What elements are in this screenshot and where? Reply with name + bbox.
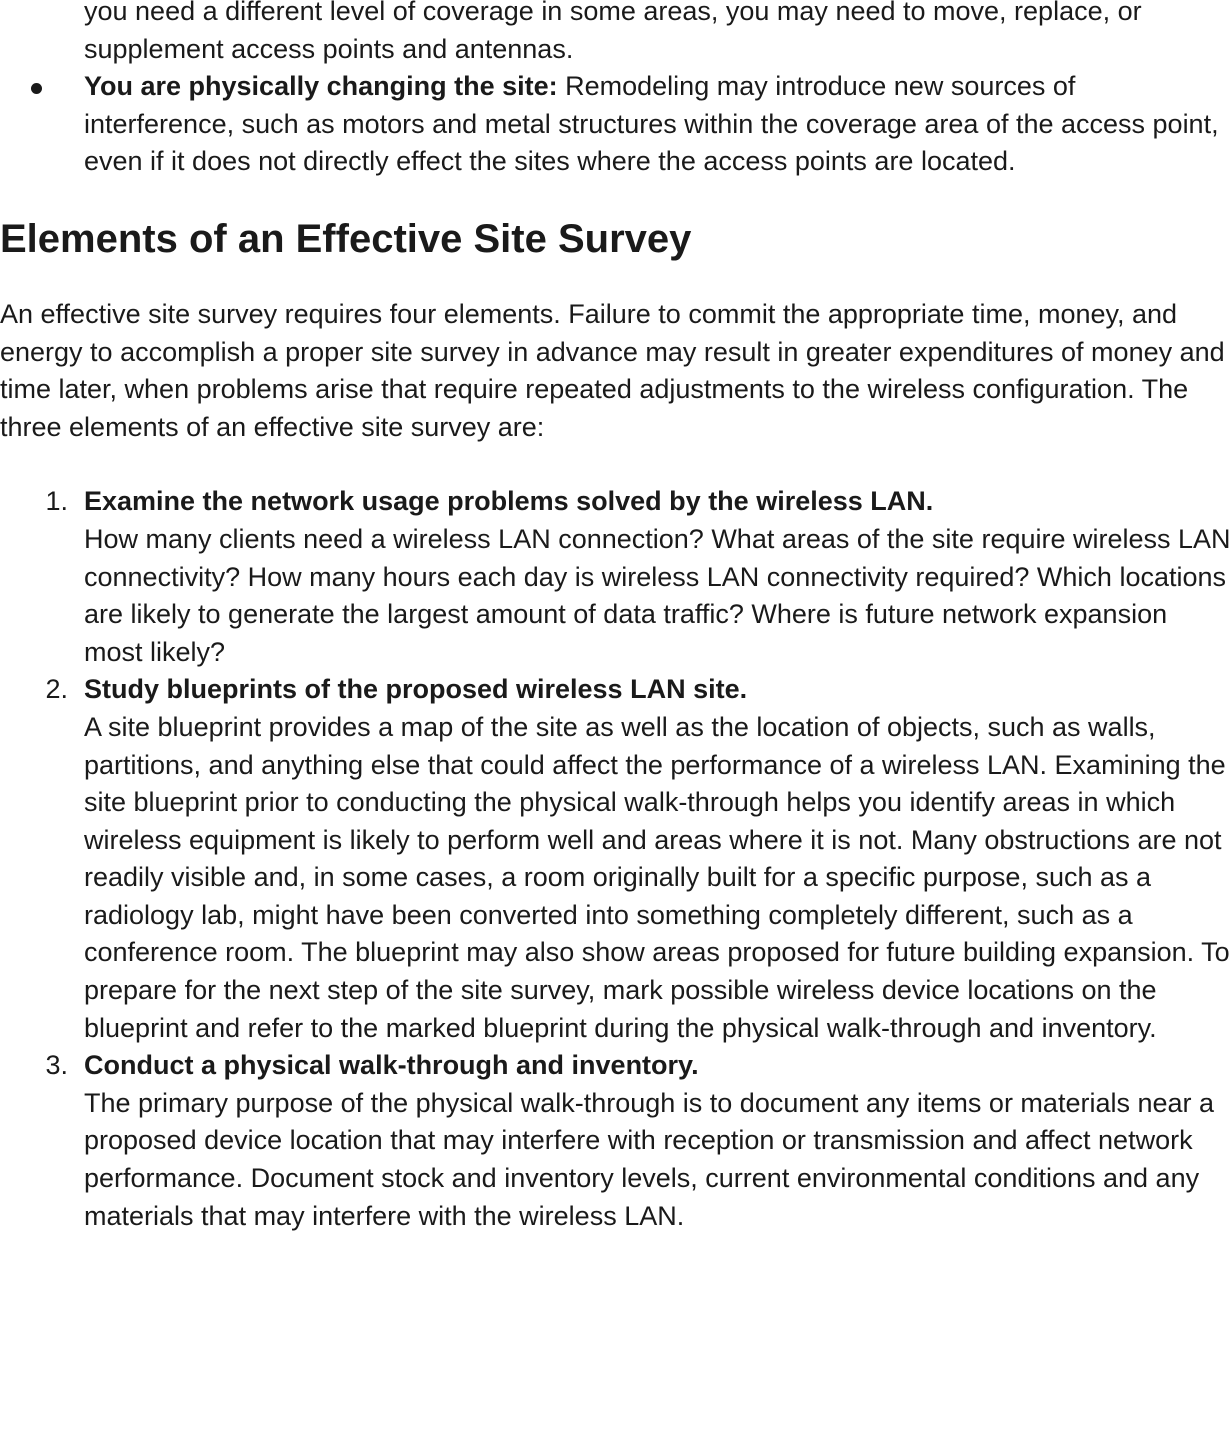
step-item — [0, 1047, 1232, 1235]
step-body: A site blueprint provides a map of the site as well as the location of objects, such as walls, partitions, and anything else that could affect the performance of a wireless LAN. Examining the site blueprint prior to conducting the physical walk-through helps you identify areas in which wireless equipment is likely to perform well and areas where it is not. Many obstructions are not readily visible and, in some cases, a room originally built for a specific purpose, such as a radiology lab, might have been converted into something completely different, such as a conference room. The blueprint may also show areas proposed for future building expansion. To prepare for the next step of the site survey, mark possible wireless device locations on the blueprint and refer to the marked blueprint during the physical walk-through and inventory. — [84, 711, 1230, 1043]
step-item — [0, 483, 1232, 671]
section-intro: An effective site survey requires four elements. Failure to commit the appropriate time, money, and energy to accomplish a proper site survey in advance may result in greater expenditures of money and time later, when problems arise that require repeated adjustments to the wireless configuration. The three elements of an effective site survey are: — [0, 298, 1225, 442]
bullet-dot-icon — [31, 83, 42, 94]
step-number: 2. — [45, 674, 68, 705]
step-body: The primary purpose of the physical walk-through is to document any items or materials near a proposed device location that may interfere with reception or transmission and affect network performance. Document stock and inventory levels, current environmental conditions and any materials that may interfere with the wireless LAN. — [84, 1087, 1215, 1231]
step-item — [0, 671, 1232, 1047]
bullet-text: Remodeling may introduce new sources of interference, such as motors and metal structures within the coverage area of the access point, even if it does not directly effect the sites where the access points are located. — [84, 71, 1219, 177]
step-title: Conduct a physical walk-through and inventory. — [84, 1050, 699, 1081]
continued-bullet-text: you need a different level of coverage in some areas, you may need to move, replace, or supplement access points and antennas. — [84, 0, 1142, 64]
bullet-list — [0, 68, 1232, 181]
step-title: Examine the network usage problems solved by the wireless LAN. — [84, 486, 934, 517]
step-number: 1. — [45, 486, 68, 517]
steps-list — [0, 446, 1232, 1235]
section-heading: Elements of an Effective Site Survey — [0, 216, 692, 261]
step-number: 3. — [45, 1050, 68, 1081]
step-body: How many clients need a wireless LAN connection? What areas of the site require wireless LAN connectivity? How many hours each day is wireless LAN connectivity required? Which locations are likely to generate the largest amount of data traffic? Where is future network expansion most likely? — [84, 523, 1231, 667]
bullet-lead: You are physically changing the site: — [84, 71, 558, 102]
step-title: Study blueprints of the proposed wireless LAN site. — [84, 674, 748, 705]
bullet-item — [0, 68, 1232, 181]
